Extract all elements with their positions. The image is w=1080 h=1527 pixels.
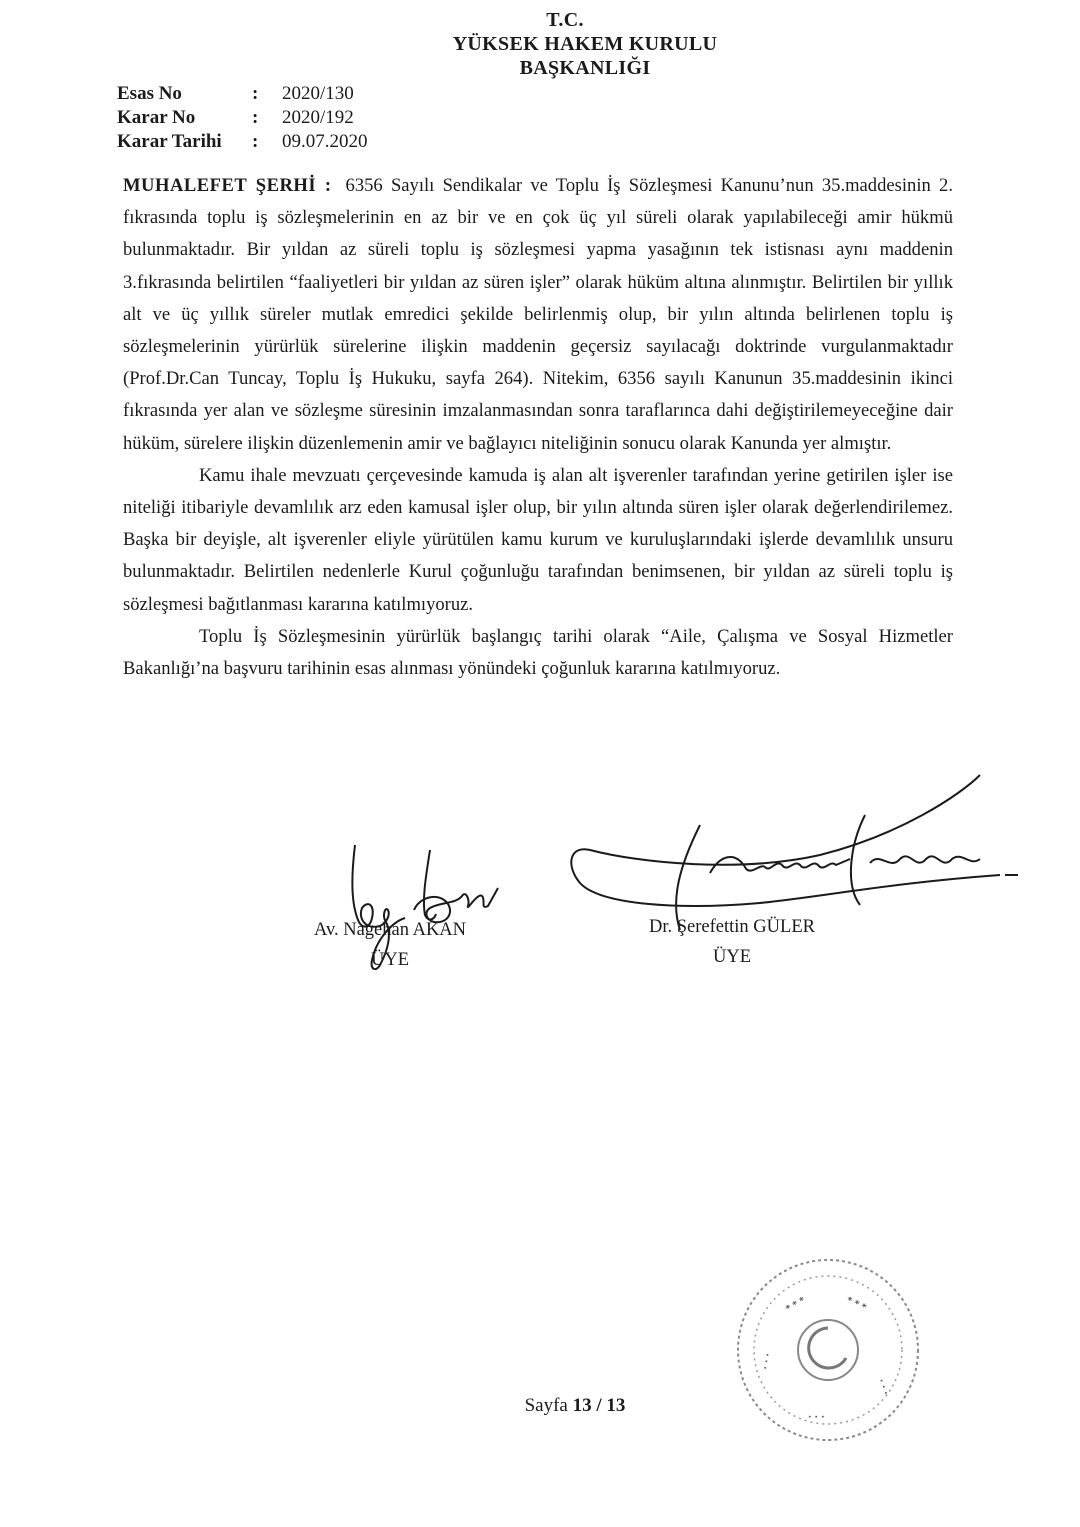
document-header — [0, 8, 1080, 80]
svg-text:· · ·: · · · — [875, 1377, 891, 1397]
paragraph-1-text: 6356 Sayılı Sendikalar ve Toplu İş Sözleşmesi Kanunu’nun 35.maddesinin 2. fıkrasında toplu iş sözleşmelerinin en az bir ve en çok üç yıl süreli olarak yapılabileceği amir hükmü bulunmaktadır. Bir yıldan az süreli toplu iş sözleşmesi yapma yasağının tek istisnası aynı maddenin 3.fıkrasında belirtilen “faaliyetleri bir yıldan az süren işler” olarak hüküm altına alınmıştır. Belirtilen bir yıllık alt ve üç yıllık süreler mutlak emredici şekilde belirlenmiş olup, bir yılın altında belirlenen toplu iş sözleşmelerinin yürürlük sürelerine ilişkin maddenin geçersiz sayılacağı doktrinde vurgulanmaktadır (Prof.Dr.Can Tuncay, Toplu İş Hukuku, sayfa 264). Nitekim, 6356 sayılı Kanunun 35.maddesinin ikinci fıkrasında yer alan ve sözleşme süresinin imzalanmasından sonra taraflarınca dahi değiştirilemeyeceğine dair hüküm, sürelere ilişkin düzenlemenin amir ve bağlayıcı niteliğinin sonucu olarak Kanunda yer almıştır. — [123, 175, 953, 454]
svg-text:· · ·: · · · — [761, 1352, 774, 1371]
case-meta — [117, 82, 368, 154]
page-prefix: Sayfa — [524, 1395, 568, 1416]
signatory-name: Dr. Şerefettin GÜLER — [649, 917, 815, 937]
signatory-left — [290, 915, 490, 975]
header-line-office: BAŞKANLIĞI — [519, 57, 651, 79]
signatory-right — [632, 912, 832, 972]
dissent-label: MUHALEFET ŞERHİ : — [123, 175, 332, 196]
page-count: 13 / 13 — [572, 1395, 626, 1416]
meta-label: Esas No — [117, 83, 182, 104]
meta-value: 09.07.2020 — [282, 131, 368, 152]
meta-label: Karar No — [117, 107, 196, 128]
signatory-title: ÜYE — [712, 947, 752, 967]
paragraph-1 — [123, 170, 953, 460]
signatory-name: Av. Nagehan AKAN — [313, 920, 467, 940]
svg-text:· · ·: · · · — [808, 1413, 825, 1423]
official-seal-stamp — [728, 1250, 928, 1450]
meta-row-tarih — [117, 130, 368, 154]
document-body — [123, 170, 953, 685]
page-number — [525, 1395, 626, 1416]
meta-value: 2020/130 — [282, 83, 354, 104]
meta-row-karar — [117, 106, 368, 130]
header-line-institution: YÜKSEK HAKEM KURULU — [452, 33, 718, 55]
paragraph-2: Kamu ihale mevzuatı çerçevesinde kamuda iş alan alt işverenler tarafından yerine getirilen işler ise niteliği itibariyle devamlılık arz eden kamusal işler olup, bir yılın altında süren işler olarak değerlendirilemez. Başka bir deyişle, alt işverenler eliyle yürütülen kamu kurum ve kuruluşlarındaki işlerde devamlılık unsuru bulunmaktadır. Belirtilen nedenlerle Kurul çoğunluğu tarafından benimsenen, bir yıldan az süreli toplu iş sözleşmesi bağıtlanması kararına katılmıyoruz. — [123, 464, 953, 615]
header-line-tc: T.C. — [546, 9, 584, 31]
meta-label: Karar Tarihi — [117, 131, 222, 152]
paragraph-3: Toplu İş Sözleşmesinin yürürlük başlangıç tarihi olarak “Aile, Çalışma ve Sosyal Hizmetler Bakanlığı’na başvuru tarihinin esas alınması yönündeki çoğunluk kararına katılmıyoruz. — [123, 625, 953, 680]
page-footer — [0, 1395, 1080, 1417]
signatory-title: ÜYE — [370, 950, 410, 970]
meta-row-esas — [117, 82, 368, 106]
svg-text:* * *: * * * — [784, 1295, 808, 1315]
svg-text:* * *: * * * — [844, 1295, 868, 1314]
meta-colon: : — [252, 83, 259, 104]
meta-colon: : — [252, 131, 259, 152]
meta-colon: : — [252, 107, 259, 128]
meta-value: 2020/192 — [282, 107, 354, 128]
